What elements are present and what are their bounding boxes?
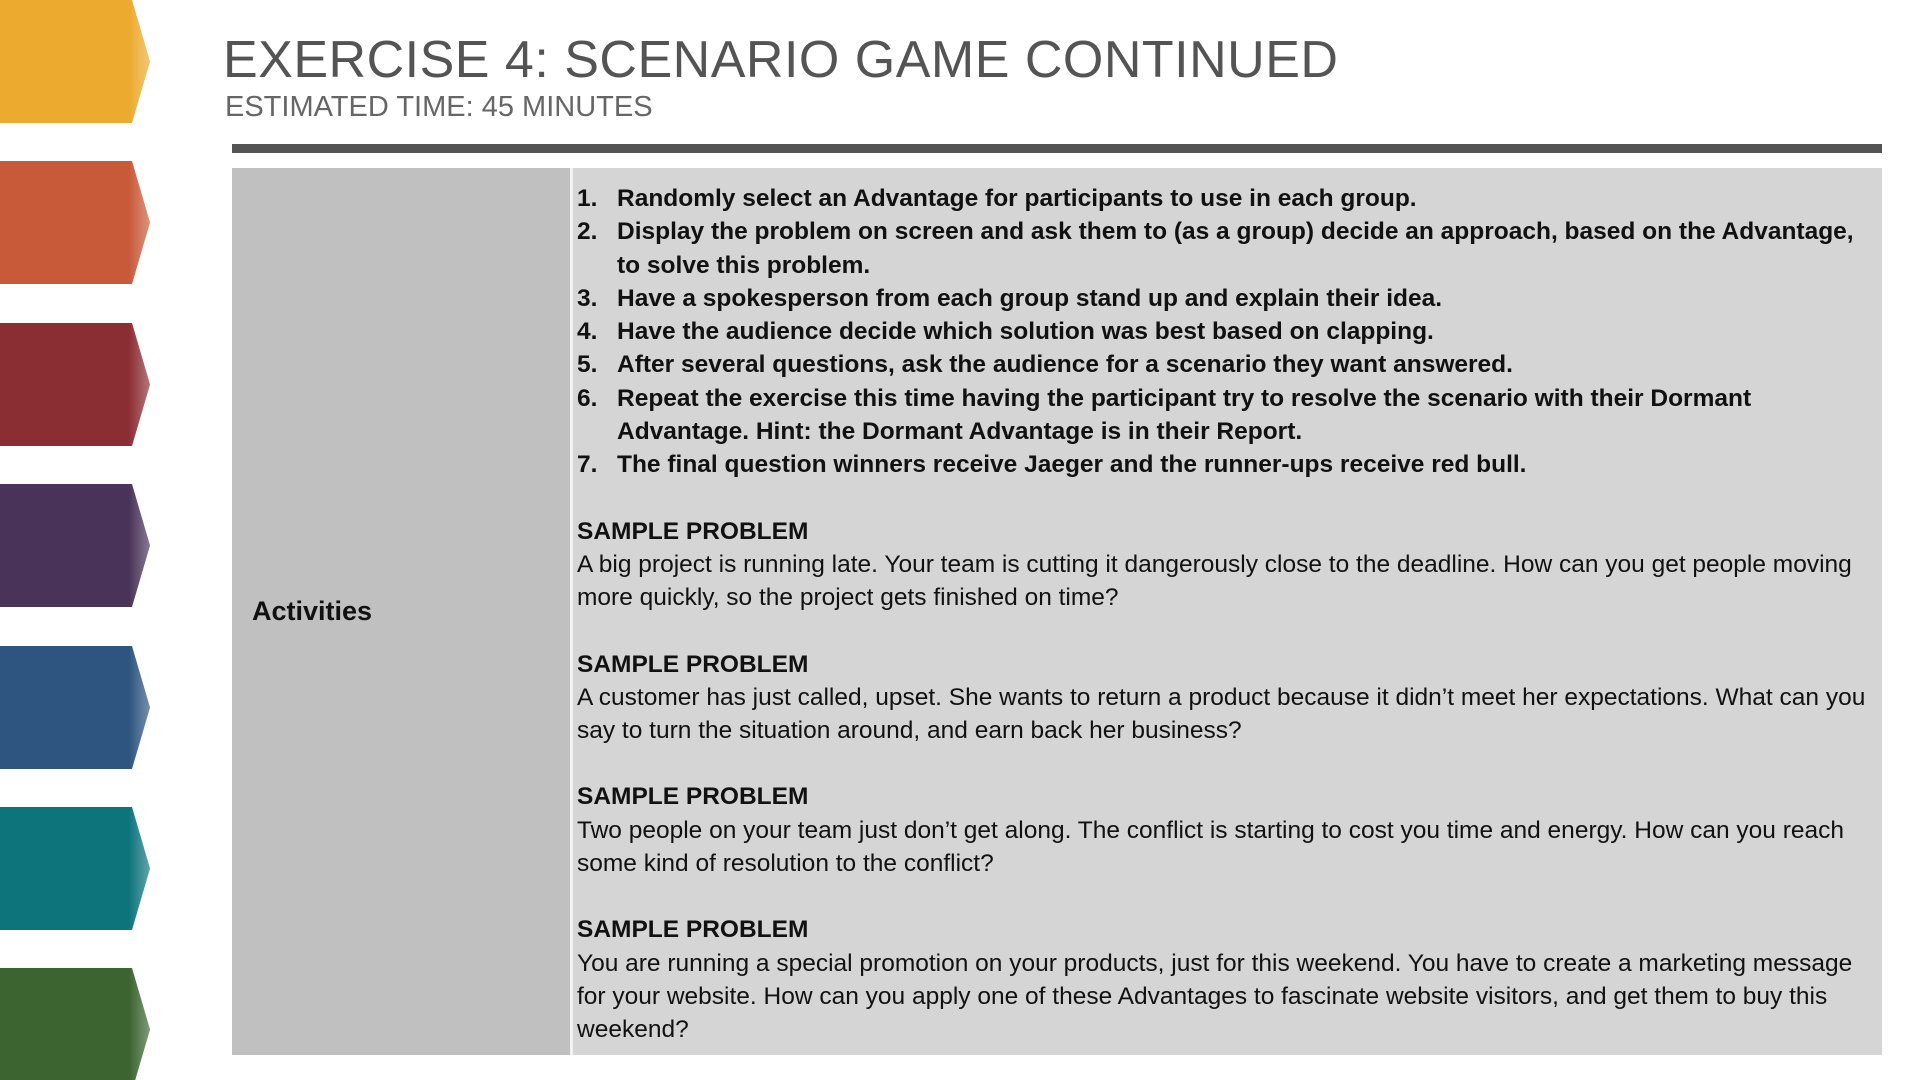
step-text: Repeat the exercise this time having the participant try to resolve the scenario with their Dormant Advantage. Hint: the Dormant Advantage is in their Report. <box>617 384 1752 446</box>
activities-table <box>232 168 1882 1055</box>
step-number: 2. <box>577 218 598 246</box>
step-text: Randomly select an Advantage for participants to use in each group. <box>617 185 1417 212</box>
color-tab-yellow <box>0 0 150 123</box>
color-tab-purple <box>0 484 150 607</box>
sample-problem-text: A customer has just called, upset. She wants to return a product because it didn’t meet her expectations. What can you say to turn the situation around, and earn back her business? <box>577 683 1866 745</box>
step-text: Have the audience decide which solution was best based on clapping. <box>617 318 1434 346</box>
sample-problem-heading: SAMPLE PROBLEM <box>577 916 809 944</box>
sample-problem-text: Two people on your team just don’t get along. The conflict is starting to cost you time and energy. How can you reach some kind of resolution to the conflict? <box>577 816 1844 878</box>
sample-problem-text: A big project is running late. Your team is cutting it dangerously close to the deadline. How can you get people moving more quickly, so the project gets finished on time? <box>577 550 1852 612</box>
sample-problem <box>577 913 1876 1046</box>
step-number: 4. <box>577 318 598 346</box>
color-tab-red <box>0 323 150 446</box>
step-number: 5. <box>577 351 598 379</box>
color-tab-orange <box>0 161 150 284</box>
step-item <box>577 182 1876 215</box>
page-subtitle: ESTIMATED TIME: 45 MINUTES <box>225 91 653 123</box>
sample-problem <box>577 648 1876 748</box>
sample-problem-text: You are running a special promotion on your products, just for this weekend. You have to create a marketing message for your website. How can you apply one of these Advantages to fascinate website visitors, and get them to buy this weekend? <box>577 949 1853 1044</box>
steps-list <box>577 182 1876 482</box>
header-divider <box>232 144 1882 153</box>
step-number: 6. <box>577 384 598 412</box>
activities-content-cell <box>573 168 1882 1055</box>
step-text: Have a spokesperson from each group stand up and explain their idea. <box>617 284 1443 312</box>
sample-problem <box>577 515 1876 615</box>
step-item <box>577 215 1876 282</box>
step-item <box>577 282 1876 315</box>
page-title: EXERCISE 4: SCENARIO GAME CONTINUED <box>223 31 1339 89</box>
step-text: Display the problem on screen and ask them to (as a group) decide an approach, based on the Advantage, to solve this problem. <box>617 218 1854 279</box>
step-number: 1. <box>577 185 598 212</box>
color-tab-blue <box>0 646 150 769</box>
step-item <box>577 382 1876 449</box>
step-item <box>577 348 1876 381</box>
color-tab-teal <box>0 807 150 930</box>
sample-problem <box>577 780 1876 880</box>
step-number: 3. <box>577 284 598 312</box>
color-tab-green <box>0 968 150 1080</box>
row-label: Activities <box>252 596 373 626</box>
color-tab-strip <box>0 0 160 1080</box>
step-item <box>577 315 1876 348</box>
step-item <box>577 448 1876 481</box>
step-number: 7. <box>577 451 598 479</box>
row-label-cell <box>232 168 570 1055</box>
sample-problem-heading: SAMPLE PROBLEM <box>577 650 809 678</box>
step-text: The final question winners receive Jaeger and the runner-ups receive red bull. <box>617 451 1527 479</box>
step-text: After several questions, ask the audience for a scenario they want answered. <box>617 351 1513 379</box>
sample-problem-heading: SAMPLE PROBLEM <box>577 517 809 545</box>
sample-problem-heading: SAMPLE PROBLEM <box>577 783 809 811</box>
